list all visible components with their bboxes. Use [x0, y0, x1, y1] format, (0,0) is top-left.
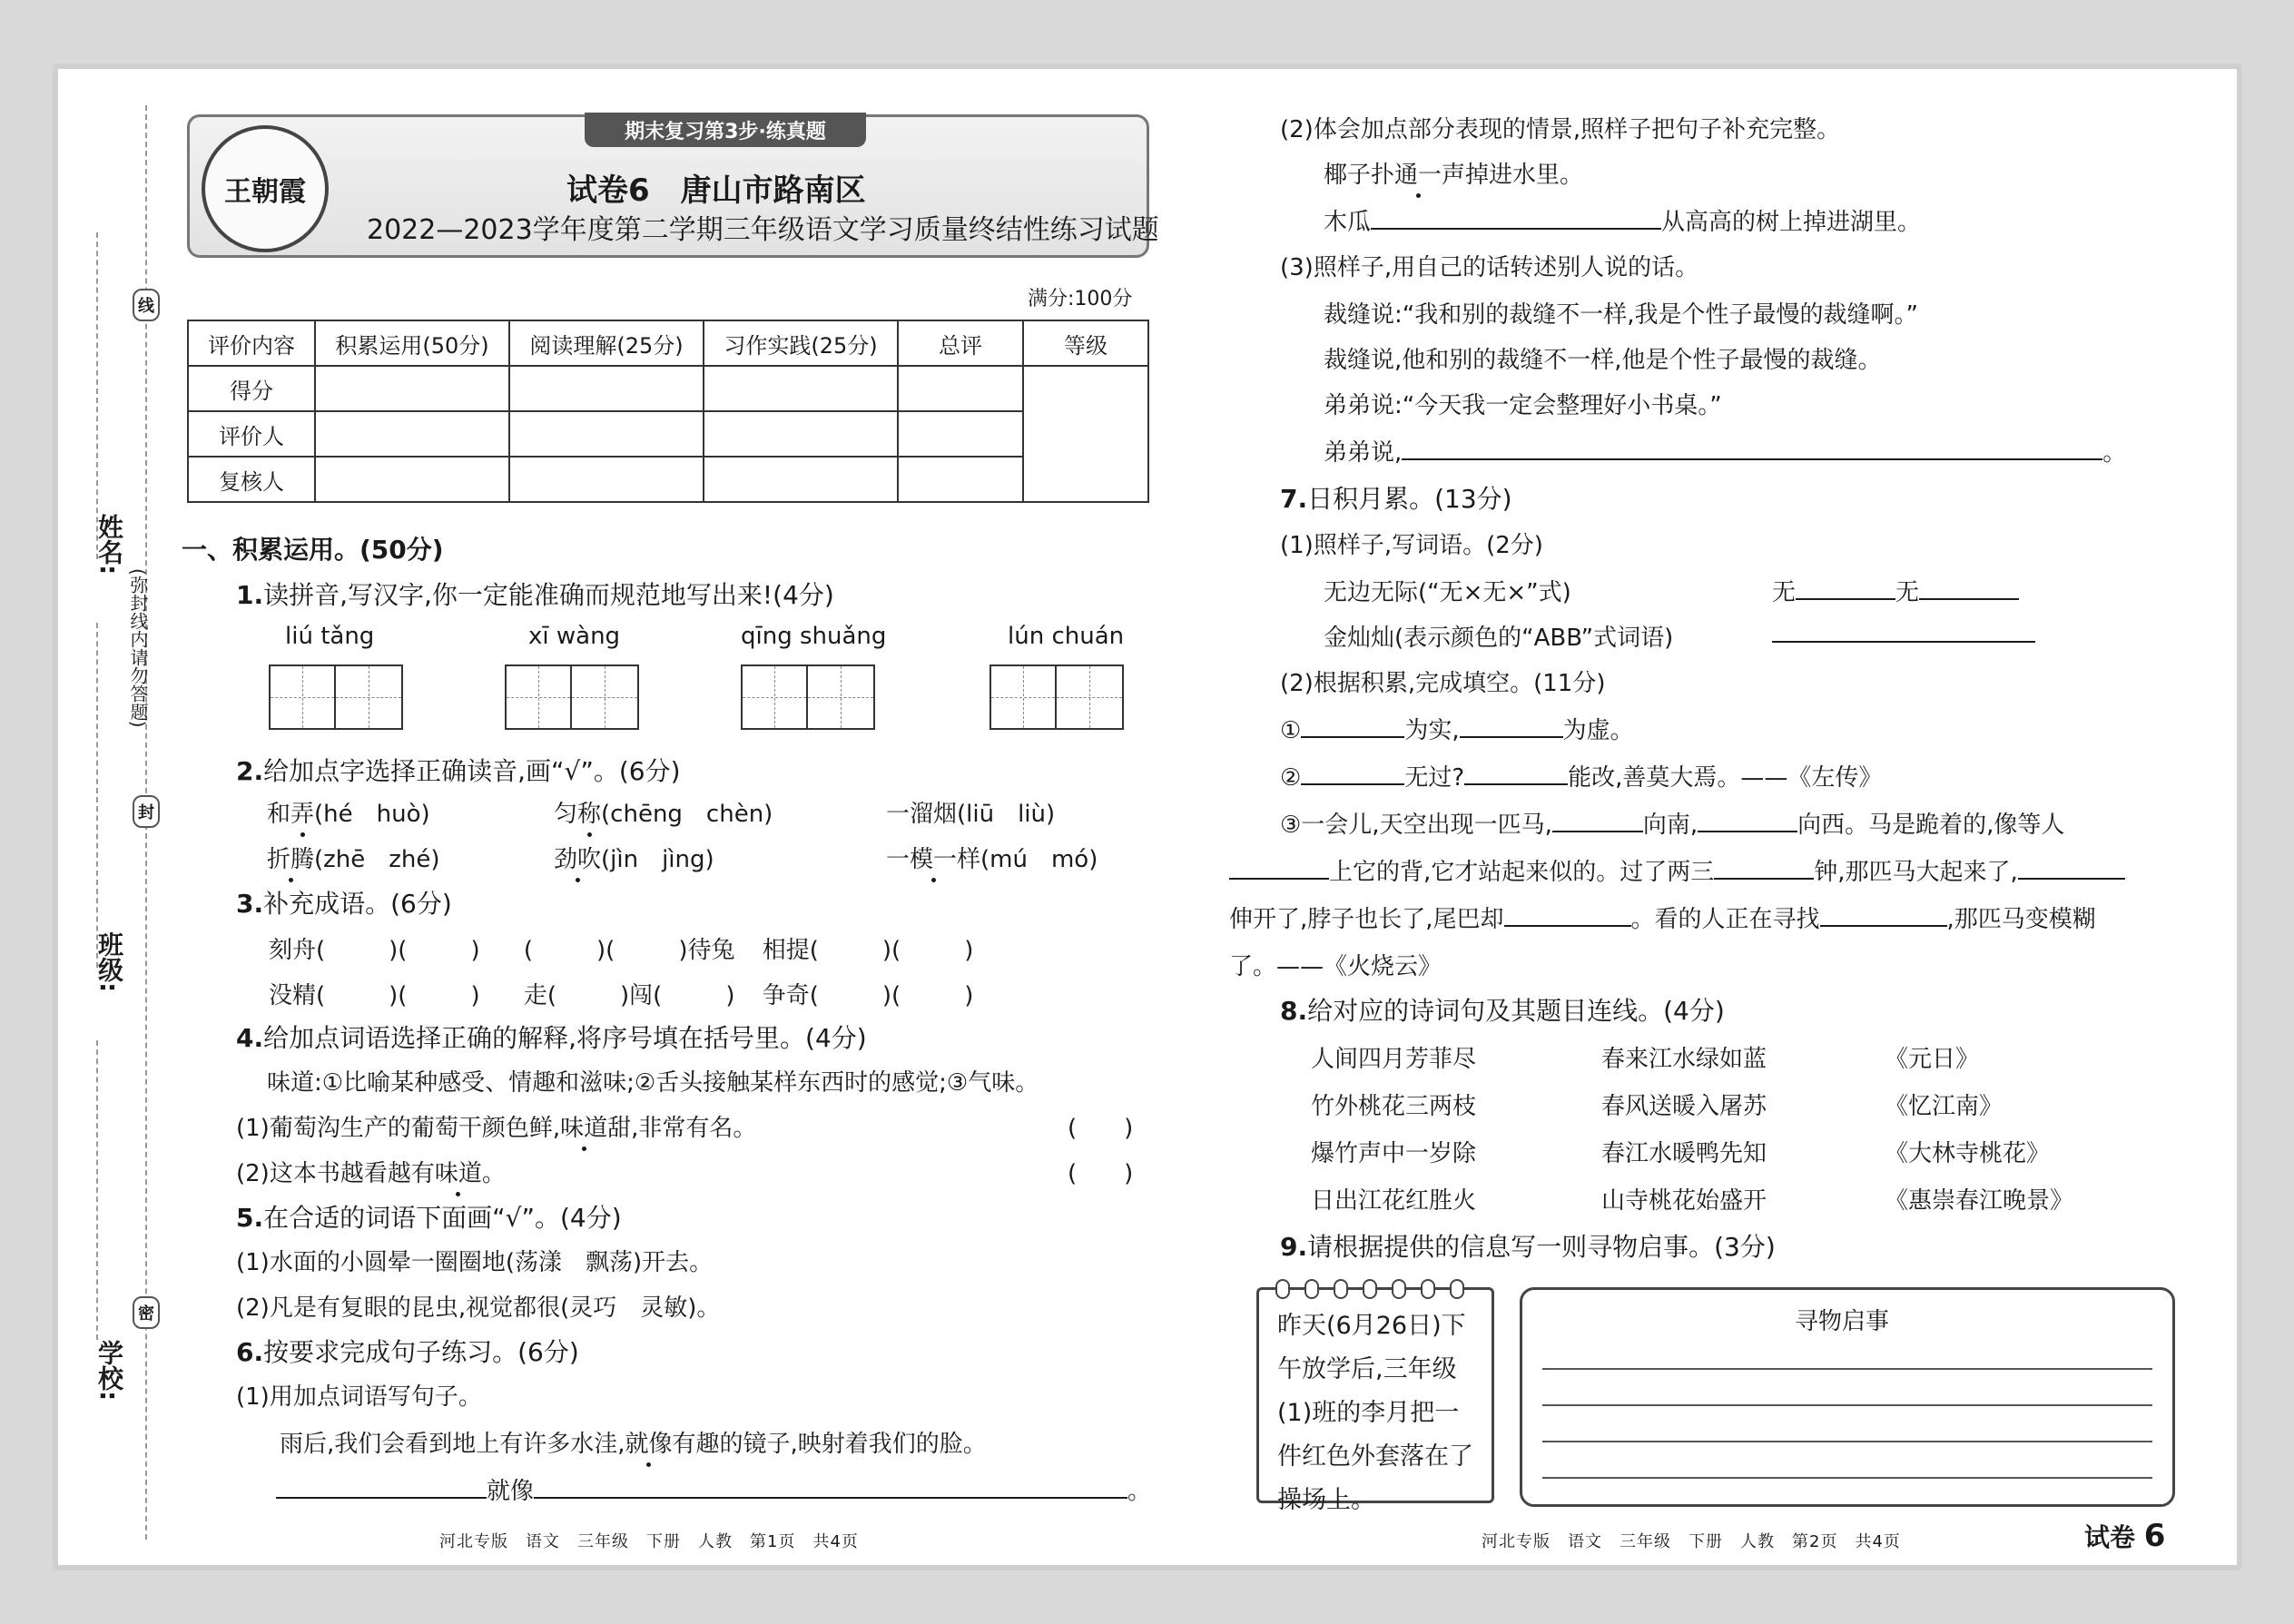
dotted-word: 味道 — [435, 1155, 482, 1188]
name-label: 姓名: — [94, 514, 124, 576]
class-blank-line — [96, 623, 98, 968]
score-cell[interactable] — [509, 366, 704, 411]
school-label: 学校: — [94, 1340, 124, 1402]
footer-left: 河北专版 语文 三年级 下册 人教 第1页 共4页 — [439, 1532, 859, 1551]
dotted-word: 味道 — [560, 1109, 607, 1143]
section-title: 一、积累运用。(50分) — [182, 535, 444, 565]
q6-part-2: (2)体会加点部分表现的情景,照样子把句子补充完整。 — [1280, 116, 1841, 143]
idiom-row-1[interactable] — [269, 931, 973, 965]
poem-line-col2[interactable]: 春风送暖入屠苏 — [1601, 1093, 1767, 1120]
idiom-part: 没精( — [269, 982, 326, 1009]
paper-number: 6 — [2143, 1518, 2166, 1554]
poem-line-col1[interactable]: 竹外桃花三两枝 — [1311, 1093, 1477, 1120]
sentence-part: 向南, — [1642, 812, 1698, 839]
idiom-part: )( — [596, 937, 615, 964]
pinyin-choices: (hé huò) — [314, 801, 430, 828]
sentence-part: 就像 — [487, 1478, 535, 1505]
reading-option[interactable] — [554, 841, 714, 874]
dotted-word: 扑通一声 — [1371, 156, 1465, 190]
pinyin-3: qīng shuǎng — [741, 623, 887, 650]
score-header: 阅读理解(25分) — [509, 320, 704, 366]
dotted-word: 一模一样 — [886, 841, 980, 874]
sentence-part: 上它的背,它才站起来似的。过了两三 — [1329, 859, 1715, 886]
sentence-part: 椰子 — [1324, 162, 1372, 189]
q7-fill-5[interactable] — [1229, 901, 2096, 934]
question-number: 3. — [236, 889, 264, 919]
question-2 — [236, 752, 681, 788]
question-number: 4. — [236, 1023, 264, 1053]
sentence-part: 无过? — [1404, 764, 1465, 792]
score-cell[interactable] — [509, 457, 704, 502]
idiom-part: )( — [881, 937, 901, 964]
q7-part-1: (1)照样子,写词语。(2分) — [1280, 532, 1543, 559]
sentence-part: 。 — [2102, 439, 2127, 467]
q5-sentence-2[interactable]: (2)凡是有复眼的昆虫,视觉都很(灵巧 灵敏)。 — [236, 1294, 721, 1322]
score-cell[interactable] — [898, 457, 1023, 502]
pinyin-choices: (liū liù) — [957, 801, 1056, 828]
reading-option[interactable] — [886, 795, 1055, 829]
question-text: 给加点词语选择正确的解释,将序号填在括号里。(4分) — [263, 1023, 867, 1053]
character-box[interactable] — [269, 664, 403, 730]
score-cell[interactable] — [898, 411, 1023, 457]
writing-line[interactable] — [1542, 1441, 2152, 1442]
writing-line[interactable] — [1542, 1404, 2152, 1406]
question-text: 请根据提供的信息写一则寻物启事。(3分) — [1307, 1232, 1776, 1262]
footer-right: 河北专版 语文 三年级 下册 人教 第2页 共4页 — [1482, 1532, 1901, 1551]
score-header: 评价内容 — [188, 320, 315, 366]
word-part: 匀 — [554, 801, 578, 828]
poem-line-col2[interactable]: 春来江水绿如蓝 — [1601, 1046, 1767, 1073]
pinyin-2: xī wàng — [528, 623, 621, 650]
question-text: 读拼音,写汉字,你一定能准确而规范地写出来!(4分) — [263, 580, 834, 610]
question-3 — [236, 884, 452, 920]
score-header: 等级 — [1023, 320, 1148, 366]
dotted-char: 弄 — [290, 795, 314, 829]
seal-note: (弥封线内请勿答题) — [127, 568, 149, 728]
poem-line-col1[interactable]: 爆竹声中一岁除 — [1311, 1140, 1477, 1167]
sentence-part: 为实, — [1404, 717, 1460, 744]
q6-example-3a: 裁缝说:“我和别的裁缝不一样,我是个性子最慢的裁缝啊。” — [1324, 301, 1918, 329]
full-score: 满分:100分 — [1028, 288, 1133, 310]
idiom-part: ) — [964, 937, 974, 964]
sentence-part: (1)葡萄沟生产的葡萄干颜色鲜, — [236, 1115, 561, 1142]
sentence-part: 掉进水里。 — [1465, 162, 1584, 189]
q6-example-3c: 弟弟说:“今天我一定会整理好小书桌。” — [1324, 392, 1722, 419]
sentence-part: 能改,善莫大焉。——《左传》 — [1568, 764, 1883, 792]
question-number: 6. — [236, 1337, 264, 1367]
word-part: 和 — [267, 801, 291, 828]
dotted-word: 劲吹 — [554, 841, 601, 874]
score-cell[interactable] — [315, 411, 509, 457]
question-number: 9. — [1280, 1232, 1308, 1262]
question-number: 7. — [1280, 484, 1308, 514]
character-box[interactable] — [505, 664, 639, 730]
sentence-part: 雨后,我们会看到地上有许多水洼, — [280, 1431, 625, 1458]
poem-title[interactable]: 《大林寺桃花》 — [1885, 1140, 2051, 1167]
reading-option[interactable] — [267, 795, 430, 829]
sentence-part: ① — [1280, 717, 1302, 744]
q7-fill-6: 了。——《火烧云》 — [1229, 953, 1442, 980]
question-text: 给对应的诗词句及其题目连线。(4分) — [1307, 996, 1725, 1026]
score-table — [187, 320, 1149, 503]
answer-paren[interactable]: ( ) — [1068, 1115, 1134, 1142]
idiom-part: )( — [881, 982, 901, 1009]
poem-line-col2[interactable]: 春江水暖鸭先知 — [1601, 1140, 1767, 1167]
info-text: 昨天(6月26日)下午放学后,三年级(1)班的李月把一件红色外套落在了操场上。 — [1277, 1312, 1473, 1514]
sentence-part: ,那匹马变模糊 — [1946, 906, 2096, 933]
character-box[interactable] — [741, 664, 875, 730]
q6-example-1 — [280, 1425, 987, 1459]
q6-answer-line-3[interactable] — [1324, 434, 2126, 468]
sentence-part: 。看的人正在寻找 — [1630, 906, 1820, 933]
q7-word-blank[interactable] — [1772, 619, 2035, 649]
question-9 — [1280, 1227, 1776, 1264]
idiom-part: )闯( — [620, 982, 663, 1009]
reading-option[interactable] — [554, 795, 773, 829]
brand-logo: 王朝霞 — [202, 125, 329, 252]
score-header: 积累运用(50分) — [315, 320, 509, 366]
idiom-part: ) — [470, 982, 480, 1009]
q7-word-example-2: 金灿灿(表示颜色的“ABB”式词语) — [1324, 625, 1674, 652]
idiom-part: ) — [964, 982, 974, 1009]
sentence-part: 。 — [481, 1160, 506, 1187]
question-text: 日积月累。(13分) — [1307, 484, 1512, 514]
info-calendar — [1256, 1287, 1494, 1514]
score-cell[interactable] — [509, 411, 704, 457]
question-number: 2. — [236, 756, 264, 786]
exam-title: 试卷6 唐山市路南区 — [566, 172, 866, 209]
idiom-part: ( — [523, 937, 534, 964]
question-4 — [236, 1019, 867, 1055]
score-header: 习作实践(25分) — [704, 320, 898, 366]
q6-part-1: (1)用加点词语写句子。 — [236, 1383, 482, 1411]
school-blank-line — [96, 1040, 98, 1340]
q6-example-3b: 裁缝说,他和别的裁缝不一样,他是个性子最慢的裁缝。 — [1324, 347, 1882, 374]
sentence-part: 。 — [1127, 1478, 1152, 1505]
sentence-part: 弟弟说, — [1324, 439, 1403, 467]
score-cell[interactable] — [315, 366, 509, 411]
dotted-word: 就像 — [625, 1425, 673, 1459]
sentence-part: 木瓜 — [1324, 209, 1372, 236]
sentence-part: 向西。马是跪着的,像等人 — [1797, 812, 2065, 839]
score-header: 总评 — [898, 320, 1023, 366]
pinyin-1: liú tǎng — [285, 623, 375, 650]
exam-sheet — [53, 64, 2242, 1570]
seal-mark: 封 — [133, 795, 160, 828]
writing-line[interactable] — [1542, 1477, 2152, 1479]
class-label: 班级: — [94, 931, 124, 993]
exam-subtitle: 2022—2023学年度第二学期三年级语文学习质量终结性练习试题 — [367, 214, 1159, 246]
q7-fill-1[interactable] — [1280, 712, 1634, 745]
pinyin-choices: (mú mó) — [980, 846, 1098, 873]
poem-line-col2[interactable]: 山寺桃花始盛开 — [1601, 1187, 1767, 1215]
score-cell[interactable] — [704, 411, 898, 457]
paper-label — [2084, 1518, 2165, 1554]
sentence-part: 从高高的树上掉进湖里。 — [1661, 209, 1922, 236]
question-number: 5. — [236, 1203, 264, 1233]
sentence-part: 为虚。 — [1562, 717, 1634, 744]
score-cell[interactable] — [315, 457, 509, 502]
q6-answer-line-2[interactable] — [1324, 203, 1921, 237]
question-text: 给加点字选择正确读音,画“√”。(6分) — [263, 756, 681, 786]
definition-line: 味道:①比喻某种感受、情趣和滋味;②舌头接触某样东西时的感觉;③气味。 — [267, 1069, 1039, 1097]
question-text: 补充成语。(6分) — [263, 889, 452, 919]
question-8 — [1280, 991, 1725, 1028]
score-row-label: 复核人 — [188, 457, 315, 502]
paper-label-text: 试卷 — [2084, 1522, 2136, 1552]
sentence-part: 有趣的镜子,映射着我们的脸。 — [672, 1431, 987, 1458]
step-banner: 期末复习第3步·练真题 — [585, 113, 866, 147]
q7-fill-4[interactable] — [1229, 853, 2125, 887]
lost-notice-box[interactable] — [1520, 1287, 2175, 1507]
idiom-part: )( — [389, 937, 408, 964]
score-row-label: 得分 — [188, 366, 315, 411]
sentence-part: (2)这本书越看越有 — [236, 1160, 435, 1187]
name-blank-line — [96, 232, 98, 559]
idiom-part: ) — [725, 982, 735, 1009]
idiom-row-2[interactable] — [269, 977, 973, 1010]
idiom-part: 相提( — [762, 937, 819, 964]
idiom-part: 争奇( — [762, 982, 819, 1009]
sentence-part: ③一会儿,天空出现一匹马, — [1280, 812, 1552, 839]
pinyin-choices: (zhē zhé) — [314, 846, 440, 873]
dotted-word: 折腾 — [267, 841, 314, 874]
word-part: 一溜烟 — [886, 801, 958, 828]
q6-answer-line-1[interactable] — [276, 1472, 1151, 1506]
reading-option[interactable] — [886, 841, 1098, 874]
score-cell[interactable] — [898, 366, 1023, 411]
q6-example-2 — [1324, 156, 1583, 190]
question-number: 8. — [1280, 996, 1308, 1026]
poem-title[interactable]: 《元日》 — [1885, 1046, 1980, 1073]
character-box[interactable] — [989, 664, 1124, 730]
sentence-part: 无 — [1895, 579, 1920, 606]
question-number: 1. — [236, 580, 264, 610]
dotted-char: 称 — [577, 795, 601, 829]
sentence-part: ② — [1280, 764, 1302, 792]
q4-sentence-1 — [236, 1109, 756, 1143]
answer-paren[interactable]: ( ) — [1068, 1160, 1134, 1187]
q7-part-2: (2)根据积累,完成填空。(11分) — [1280, 670, 1606, 697]
sentence-part: 无 — [1772, 579, 1797, 606]
question-text: 按要求完成句子练习。(6分) — [263, 1337, 579, 1367]
sentence-part: 伸开了,脖子也长了,尾巴却 — [1229, 906, 1504, 933]
idiom-part: )( — [389, 982, 408, 1009]
q6-part-3: (3)照样子,用自己的话转述别人说的话。 — [1280, 254, 1699, 281]
pinyin-choices: (jìn jìng) — [601, 846, 714, 873]
line-mark: 线 — [133, 289, 160, 321]
score-row-label: 评价人 — [188, 411, 315, 457]
sentence-part: 甜,非常有名。 — [607, 1115, 757, 1142]
q7-fill-3[interactable] — [1280, 806, 2064, 840]
reading-option[interactable] — [267, 841, 440, 874]
score-cell[interactable] — [704, 366, 898, 411]
seal-mark-2: 密 — [133, 1296, 160, 1329]
poem-title[interactable]: 《惠崇春江晚景》 — [1885, 1187, 2074, 1215]
pinyin-4: lún chuán — [1008, 623, 1125, 650]
idiom-part: )待兔 — [678, 937, 735, 964]
poem-title[interactable]: 《忆江南》 — [1885, 1093, 2004, 1120]
score-cell[interactable] — [704, 457, 898, 502]
writing-line[interactable] — [1542, 1368, 2152, 1370]
q4-sentence-2 — [236, 1155, 506, 1188]
notice-title: 寻物启事 — [1795, 1308, 1890, 1335]
question-6 — [236, 1333, 579, 1369]
question-1 — [236, 576, 834, 612]
q7-word-example-1: 无边无际(“无×无×”式) — [1324, 579, 1571, 606]
poem-line-col1[interactable]: 日出江花红胜火 — [1311, 1187, 1477, 1215]
idiom-part: 走( — [523, 982, 557, 1009]
q5-sentence-1[interactable]: (1)水面的小圆晕一圈圈地(荡漾 飘荡)开去。 — [236, 1249, 714, 1276]
q7-fill-2[interactable] — [1280, 759, 1882, 792]
sentence-part: 钟,那匹马大起来了, — [1814, 859, 2018, 886]
question-text: 在合适的词语下面画“√”。(4分) — [263, 1203, 622, 1233]
question-5 — [236, 1198, 622, 1235]
poem-line-col1[interactable]: 人间四月芳菲尽 — [1311, 1046, 1477, 1073]
question-7 — [1280, 479, 1512, 516]
idiom-part: ) — [470, 937, 480, 964]
idiom-part: 刻舟( — [269, 937, 326, 964]
q7-word-blank[interactable] — [1772, 574, 2019, 607]
pinyin-choices: (chēng chèn) — [601, 801, 773, 828]
grade-cell[interactable] — [1023, 366, 1148, 502]
